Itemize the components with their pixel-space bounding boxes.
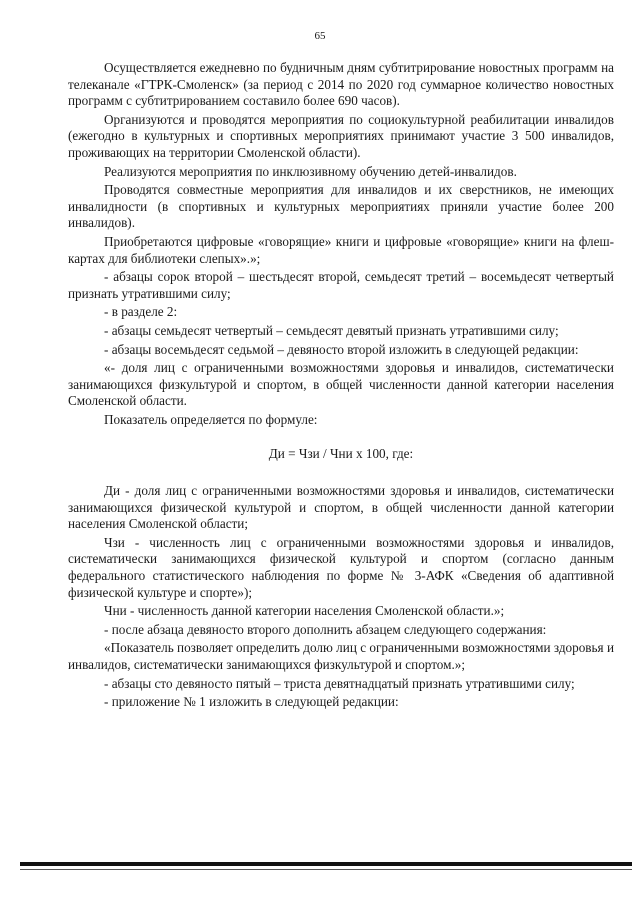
paragraph-rehabilitation: Организуются и проводятся мероприятия по социокультурной реабилитации инвалидов (ежегодно в культурных и спортивных мероприятиях принимают участие 3 500 инвалидов, проживающих на территории Смоленской области). [68,111,614,160]
paragraph-indicator-definition: «- доля лиц с ограниченными возможностями здоровья и инвалидов, систематически занимающихся физкультурой и спортом, в общей численности данной категории населения Смоленской области. [68,360,614,409]
paragraph-joint-events: Проводятся совместные мероприятия для инвалидов и их сверстников, не имеющих инвалидности (в спортивных и культурных мероприятиях приняли участие более 200 инвалидов). [68,182,614,231]
paragraph-amendment-5: - абзацы сто девяносто пятый – триста девятнадцатый признать утратившими силу; [104,675,575,691]
bottom-border-line [20,862,632,866]
paragraph-di-definition: Ди - доля лиц с ограниченными возможностями здоровья и инвалидов, систематически занимающихся физической культурой и спортом, в общей численности данной категории населения Смоленской области; [68,483,614,532]
paragraph-amendment-2: - абзацы семьдесят четвертый – семьдесят девятый признать утратившими силу; [104,322,559,338]
bottom-border-line-thin [20,869,632,870]
paragraph-talking-books: Приобретаются цифровые «говорящие» книги и цифровые «говорящие» книги на флеш-картах для библиотеки слепых».»; [68,233,614,266]
paragraph-amendment-4: - после абзаца девяносто второго дополнить абзацем следующего содержания: [104,621,547,637]
paragraph-section-2: - в разделе 2: [104,304,178,320]
paragraph-amendment-3: - абзацы восемьдесят седьмой – девяносто второй изложить в следующей редакции: [104,341,579,357]
paragraph-appendix-1: - приложение № 1 изложить в следующей редакции: [104,694,399,710]
paragraph-formula-intro: Показатель определяется по формуле: [104,411,318,427]
paragraph-chni-definition: Чни - численность данной категории населения Смоленской области.»; [104,603,505,619]
page-number: 65 [314,30,326,42]
paragraph-amendment-1: - абзацы сорок второй – шестьдесят второй, семьдесят третий – восемьдесят четвертый признать утратившими силу; [68,269,614,301]
paragraph-inclusive-education: Реализуются мероприятия по инклюзивному обучению детей-инвалидов. [104,163,517,179]
document-body [68,60,614,713]
formula: Ди = Чзи / Чни х 100, где: [268,446,414,462]
paragraph-subtitles: Осуществляется ежедневно по будничным дням субтитрирование новостных программ на телеканале «ГТРК-Смоленск» (за период с 2014 по 2020 год суммарное количество новостных программ с субтитрированием составило более 690 часов). [68,60,614,109]
paragraph-chzi-definition: Чзи - численность лиц с ограниченными возможностями здоровья и инвалидов, систематически занимающихся физической культурой и спортом (согласно данным федерального статистического наблюдения по форме № 3-АФК «Сведения об адаптивной физической культуре и спорте»); [68,534,614,600]
paragraph-indicator-purpose: «Показатель позволяет определить долю лиц с ограниченными возможностями здоровья и инвалидов, систематически занимающихся физкультурой и спортом.»; [68,640,614,672]
